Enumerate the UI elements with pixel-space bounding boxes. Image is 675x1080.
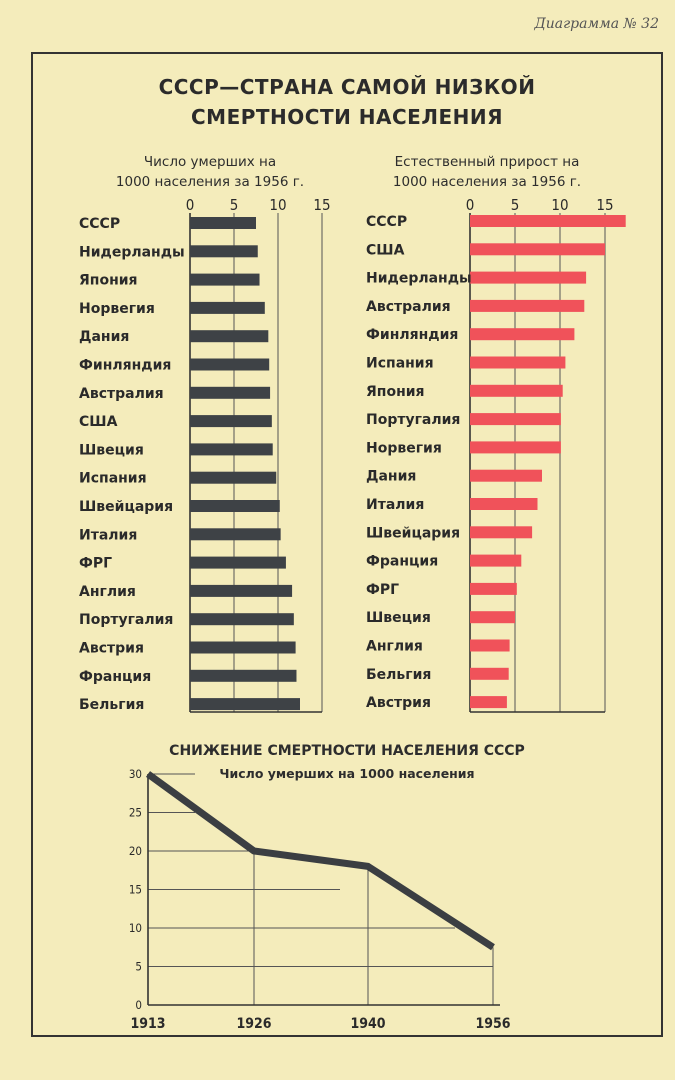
mortality-tick-label: 10 <box>269 196 287 214</box>
mortality-bar <box>190 359 269 371</box>
mortality-category-label: ФРГ <box>79 555 113 572</box>
mortality-bar <box>190 472 276 484</box>
growth-bar <box>470 385 563 397</box>
mortality-category-label: Испания <box>79 470 147 487</box>
growth-category-label: Швейцария <box>366 525 461 542</box>
mortality-category-label: Италия <box>79 527 138 544</box>
growth-category-label: Италия <box>366 497 425 513</box>
line-chart-y-tick-label: 5 <box>135 959 142 974</box>
mortality-bar <box>190 557 286 569</box>
growth-category-label: Дания <box>366 468 417 485</box>
mortality-bar <box>190 302 265 314</box>
mortality-tick-label: 15 <box>313 196 331 214</box>
mortality-category-label: Норвегия <box>79 300 155 317</box>
main-title-line-2: СМЕРТНОСТИ НАСЕЛЕНИЯ <box>190 105 503 129</box>
growth-category-label: Австралия <box>366 298 451 315</box>
line-chart-y-tick-label: 25 <box>128 805 142 820</box>
growth-bar <box>470 243 605 255</box>
mortality-bar <box>190 585 292 597</box>
growth-category-label: США <box>366 242 405 259</box>
growth-bar <box>470 555 521 567</box>
mortality-category-label: Швеция <box>79 442 144 459</box>
line-chart-x-tick-label: 1940 <box>350 1016 386 1032</box>
mortality-bar <box>190 670 296 682</box>
mortality-category-label: Франция <box>79 668 152 685</box>
mortality-category-label: Австралия <box>79 385 164 402</box>
mortality-category-label: Нидерланды <box>79 244 185 261</box>
growth-category-label: Бельгия <box>366 666 432 683</box>
growth-bar <box>470 441 561 453</box>
growth-category-label: Испания <box>366 355 434 372</box>
diagram-number: Диаграмма № 32 <box>534 16 659 32</box>
growth-bar <box>470 583 517 595</box>
growth-tick-label: 5 <box>510 196 520 214</box>
line-chart-y-tick-label: 20 <box>128 844 142 858</box>
line-chart-series-line <box>148 774 493 947</box>
growth-bar <box>470 526 532 538</box>
growth-category-label: Франция <box>366 553 439 570</box>
growth-category-label: Англия <box>366 638 423 655</box>
line-chart-y-tick-label: 15 <box>128 882 142 897</box>
line-chart-x-tick-label: 1913 <box>130 1016 166 1032</box>
line-chart-title: СНИЖЕНИЕ СМЕРТНОСТИ НАСЕЛЕНИЯ СССР <box>169 743 525 759</box>
line-chart-y-tick-label: 0 <box>135 998 142 1012</box>
growth-category-label: Норвегия <box>366 440 442 457</box>
growth-tick-label: 10 <box>551 196 569 214</box>
growth-bar <box>470 413 561 425</box>
mortality-bar <box>190 528 281 540</box>
mortality-bar <box>190 274 260 286</box>
mortality-category-label: Англия <box>79 583 136 600</box>
growth-bar <box>470 696 507 708</box>
mortality-bar <box>190 500 280 512</box>
growth-category-label: Финляндия <box>366 327 459 344</box>
line-chart-subtitle: Число умерших на 1000 населения <box>219 766 475 781</box>
mortality-bar <box>190 443 273 455</box>
mortality-category-label: Финляндия <box>79 357 172 374</box>
mortality-bar <box>190 642 296 654</box>
mortality-bar <box>190 387 270 399</box>
mortality-bar <box>190 613 294 625</box>
mortality-category-label: Бельгия <box>79 697 145 714</box>
mortality-bar <box>190 698 300 710</box>
mortality-category-label: Дания <box>79 329 130 346</box>
growth-tick-label: 15 <box>596 196 614 214</box>
line-chart-x-tick-label: 1926 <box>236 1016 272 1032</box>
mortality-bar <box>190 217 256 229</box>
growth-category-label: СССР <box>366 214 408 230</box>
growth-bar <box>470 611 515 623</box>
line-chart-y-tick-label: 30 <box>128 767 142 781</box>
mortality-tick-label: 5 <box>229 196 239 214</box>
growth-category-label: Швеция <box>366 610 431 627</box>
mortality-category-label: Португалия <box>79 612 174 629</box>
growth-caption-line-1: Естественный прирост на <box>394 154 580 170</box>
mortality-category-label: Швейцария <box>79 499 174 515</box>
growth-bar <box>470 300 584 312</box>
mortality-caption-line-2: 1000 населения за 1956 г. <box>115 174 305 190</box>
mortality-bar <box>190 415 272 427</box>
growth-category-label: Нидерланды <box>366 270 472 287</box>
mortality-category-label: Австрия <box>79 640 144 657</box>
growth-category-label: Австрия <box>366 695 431 712</box>
growth-bar <box>470 328 574 340</box>
mortality-category-label: Япония <box>79 272 138 289</box>
mortality-category-label: США <box>79 414 118 431</box>
line-chart-y-tick-label: 10 <box>128 921 142 935</box>
growth-caption-line-2: 1000 населения за 1956 г. <box>392 174 582 190</box>
growth-bar <box>470 215 626 227</box>
growth-bar <box>470 640 510 652</box>
mortality-category-label: СССР <box>79 216 121 232</box>
line-chart-x-tick-label: 1956 <box>475 1016 511 1032</box>
main-title-line-1: СССР—СТРАНА САМОЙ НИЗКОЙ <box>158 75 536 99</box>
growth-bar <box>470 668 509 680</box>
growth-bar <box>470 357 565 369</box>
growth-bar <box>470 272 586 284</box>
growth-bar <box>470 498 538 510</box>
growth-category-label: Португалия <box>366 412 461 429</box>
growth-category-label: ФРГ <box>366 581 400 598</box>
mortality-bar <box>190 330 268 342</box>
growth-category-label: Япония <box>366 383 425 400</box>
growth-bar <box>470 470 542 482</box>
mortality-bar <box>190 245 258 257</box>
mortality-caption-line-1: Число умерших на <box>143 154 277 170</box>
growth-tick-label: 0 <box>465 196 475 214</box>
mortality-tick-label: 0 <box>185 196 195 214</box>
